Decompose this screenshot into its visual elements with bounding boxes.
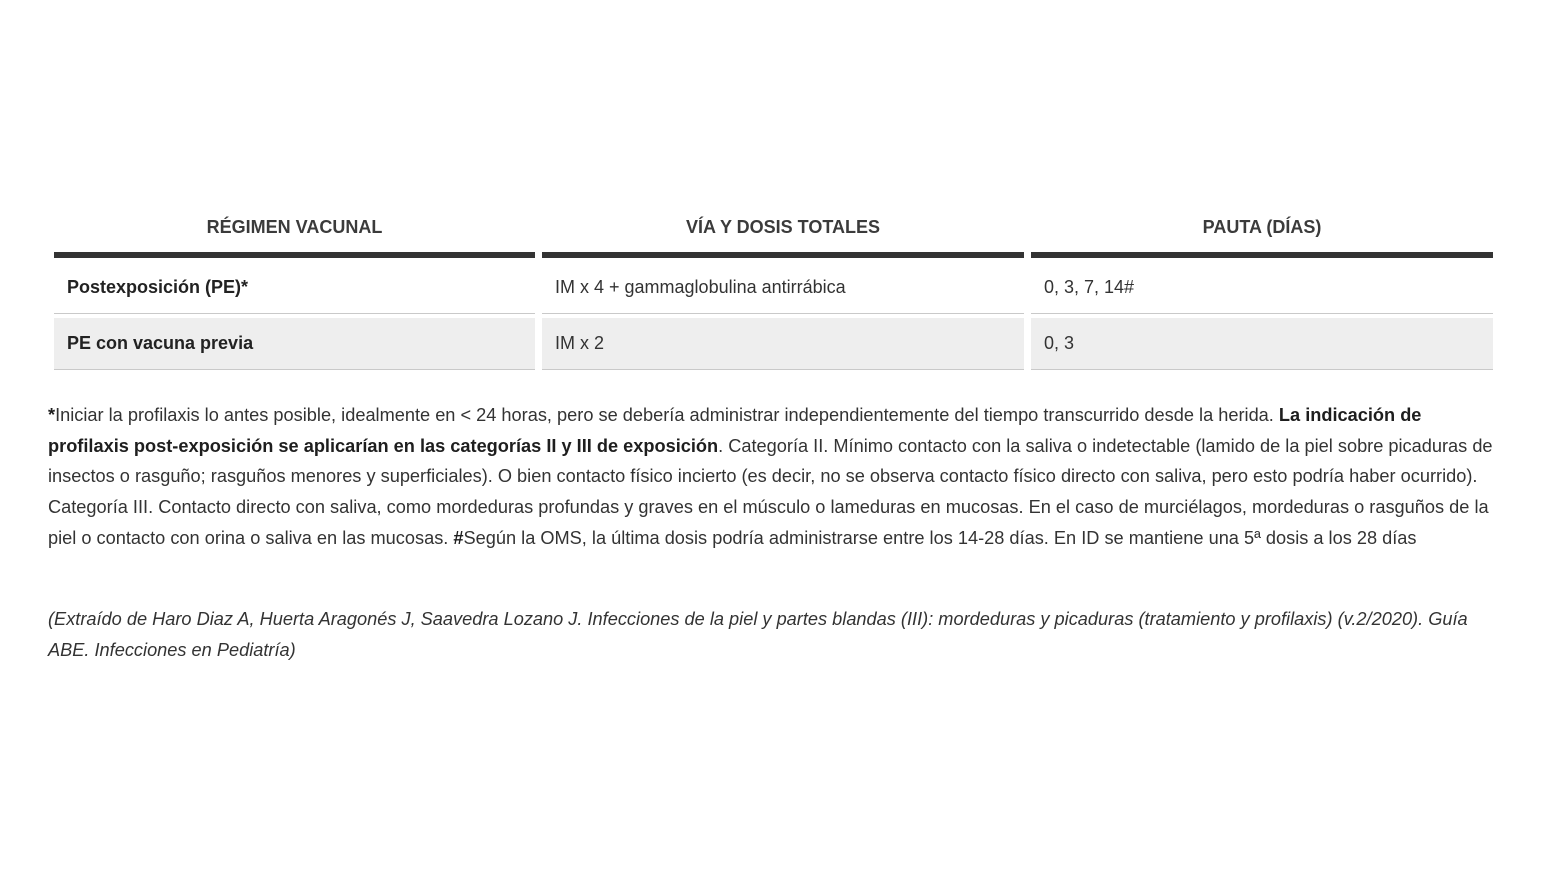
cell-regimen: Postexposición (PE)* (54, 262, 535, 314)
header-regimen: RÉGIMEN VACUNAL (54, 206, 535, 258)
cell-schedule: 0, 3 (1031, 318, 1493, 370)
cell-route-doses: IM x 4 + gammaglobulina antirrábica (542, 262, 1024, 314)
table-footnote (48, 400, 1496, 554)
footnote-text-3: Según la OMS, la última dosis podría administrarse entre los 14-28 días. En ID se mantiene una 5ª dosis a los 28 días (463, 527, 1417, 548)
header-route-doses: VÍA Y DOSIS TOTALES (542, 206, 1024, 258)
header-schedule: PAUTA (DÍAS) (1031, 206, 1493, 258)
vaccine-regimen-table-container (54, 206, 1492, 370)
footnote-star: * (48, 405, 56, 425)
cell-schedule: 0, 3, 7, 14# (1031, 262, 1493, 314)
source-citation: (Extraído de Haro Diaz A, Huerta Aragonés J, Saavedra Lozano J. Infecciones de la piel y partes blandas (III): mordeduras y picaduras (tratamiento y profilaxis) (v.2/2020). Guía ABE. Infecciones en Pediatría) (48, 609, 1468, 660)
footnote-text-1: Iniciar la profilaxis lo antes posible, idealmente en < 24 horas, pero se debería administrar independientemente del tiempo transcurrido desde la herida. (55, 405, 1279, 425)
cell-route-doses: IM x 2 (542, 318, 1024, 370)
table-row (54, 318, 1493, 370)
vaccine-regimen-table (47, 206, 1500, 370)
footnote-text-2: . Categoría II. Mínimo contacto con la saliva o indetectable (lamido de la piel sobre picaduras de insectos o rasguño; rasguños menores y superficiales). O bien contacto físico incierto (es decir, no se observa contacto físico directo con saliva, pero esto podría haber ocurrido). Categoría III. Contacto directo con saliva, como mordeduras profundas y graves en el músculo o lameduras en mucosas. En el caso de murciélagos, mordeduras o rasguños de la piel o contacto con orina o saliva en las mucosas. (48, 435, 1493, 548)
footnote-hash: # (453, 527, 464, 548)
table-row (54, 262, 1493, 314)
cell-regimen: PE con vacuna previa (54, 318, 535, 370)
footnote-bold-indication: La indicación de profilaxis post-exposición se aplicarían en las categorías II y III de exposición (48, 405, 1422, 456)
table-header-row (54, 206, 1493, 258)
